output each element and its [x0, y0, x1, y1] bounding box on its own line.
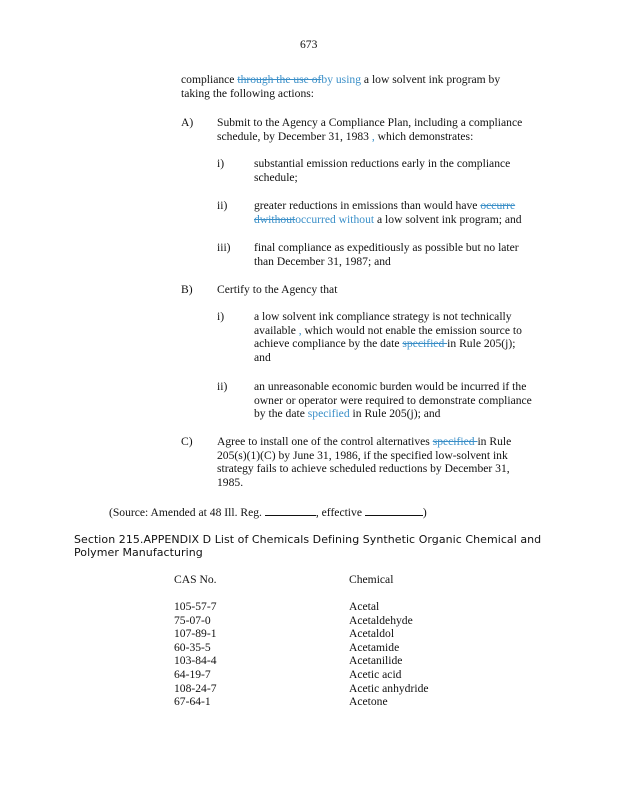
- cas-number: 67-64-1: [174, 695, 211, 709]
- chemical-name: Acetic acid: [349, 667, 402, 681]
- chemical-name: Acetaldol: [349, 627, 395, 641]
- item-b-i-text: a low solvent ink compliance strategy is not technically available , which would not enable the emission source to achieve compliance by the date specified in Rule 205(j); and: [254, 310, 522, 364]
- table-row: [174, 614, 474, 628]
- table-row: [174, 641, 474, 655]
- table-row: [174, 695, 474, 709]
- chemical-name: Acetal: [349, 600, 380, 613]
- item-a-ii-text: greater reductions in emissions than would have occurre dwithoutoccurred without a low solvent ink program; and: [254, 199, 522, 226]
- table-row: [174, 668, 474, 682]
- item-b-ii-text: an unreasonable economic burden would be incurred if the owner or operator were required to demonstrate compliance by the date specified in Rule 205(j); and: [254, 380, 532, 421]
- inserted-text: by using: [321, 73, 362, 86]
- deleted-text: through the use of: [237, 73, 322, 86]
- item-b-ii-label: ii): [217, 380, 228, 393]
- table-row: [174, 627, 474, 641]
- blank-line: [265, 505, 316, 516]
- table-row: [174, 682, 474, 696]
- cas-number: 108-24-7: [174, 681, 217, 695]
- item-b-i-label: i): [217, 310, 225, 323]
- table-header-chemical: Chemical: [349, 573, 394, 586]
- table-row: [174, 654, 474, 668]
- item-a-i-label: i): [217, 157, 225, 170]
- chemical-table: [174, 600, 474, 709]
- item-b-label: B): [181, 283, 193, 296]
- section-heading: Section 215.APPENDIX D List of Chemicals Defining Synthetic Organic Chemical and Polymer Manufacturing: [74, 533, 542, 559]
- cas-number: 105-57-7: [174, 600, 217, 613]
- item-a-text: Submit to the Agency a Compliance Plan, including a compliance schedule, by December 31, 1983 , which demonstrates:: [217, 116, 523, 143]
- item-c-text: Agree to install one of the control alternatives specified in Rule 205(s)(1)(C) by June 31, 1986, if the specified low-solvent ink strategy fails to achieve scheduled reductions by December 31, 1985.: [217, 435, 512, 489]
- chemical-name: Acetic anhydride: [349, 681, 429, 695]
- cas-number: 75-07-0: [174, 613, 211, 627]
- table-row: [174, 600, 474, 614]
- item-c-label: C): [181, 435, 193, 448]
- cas-number: 107-89-1: [174, 627, 217, 641]
- blank-line: [365, 505, 423, 516]
- intro-paragraph: [181, 73, 541, 100]
- cas-number: 64-19-7: [174, 667, 211, 681]
- cas-number: 103-84-4: [174, 654, 217, 668]
- intro-line-2: taking the following actions:: [181, 86, 314, 100]
- item-a-i-text: substantial emission reductions early in the compliance schedule;: [254, 157, 511, 184]
- table-header-cas: CAS No.: [174, 573, 217, 586]
- item-a-iii-label: iii): [217, 241, 231, 254]
- source-note: (Source: Amended at 48 Ill. Reg. , effective ): [109, 506, 427, 519]
- page-number: 673: [300, 38, 318, 51]
- item-a-iii-text: final compliance as expeditiously as possible but no later than December 31, 1987; and: [254, 241, 519, 268]
- item-a-label: A): [181, 116, 194, 129]
- chemical-name: Acetaldehyde: [349, 613, 413, 627]
- chemical-name: Acetanilide: [349, 654, 403, 668]
- cas-number: 60-35-5: [174, 640, 211, 654]
- item-a-ii-label: ii): [217, 199, 228, 212]
- intro-line-1: compliance through the use ofby using a low solvent ink program by: [181, 73, 501, 86]
- item-b-text: Certify to the Agency that: [217, 283, 338, 296]
- chemical-name: Acetamide: [349, 640, 400, 654]
- chemical-name: Acetone: [349, 695, 388, 709]
